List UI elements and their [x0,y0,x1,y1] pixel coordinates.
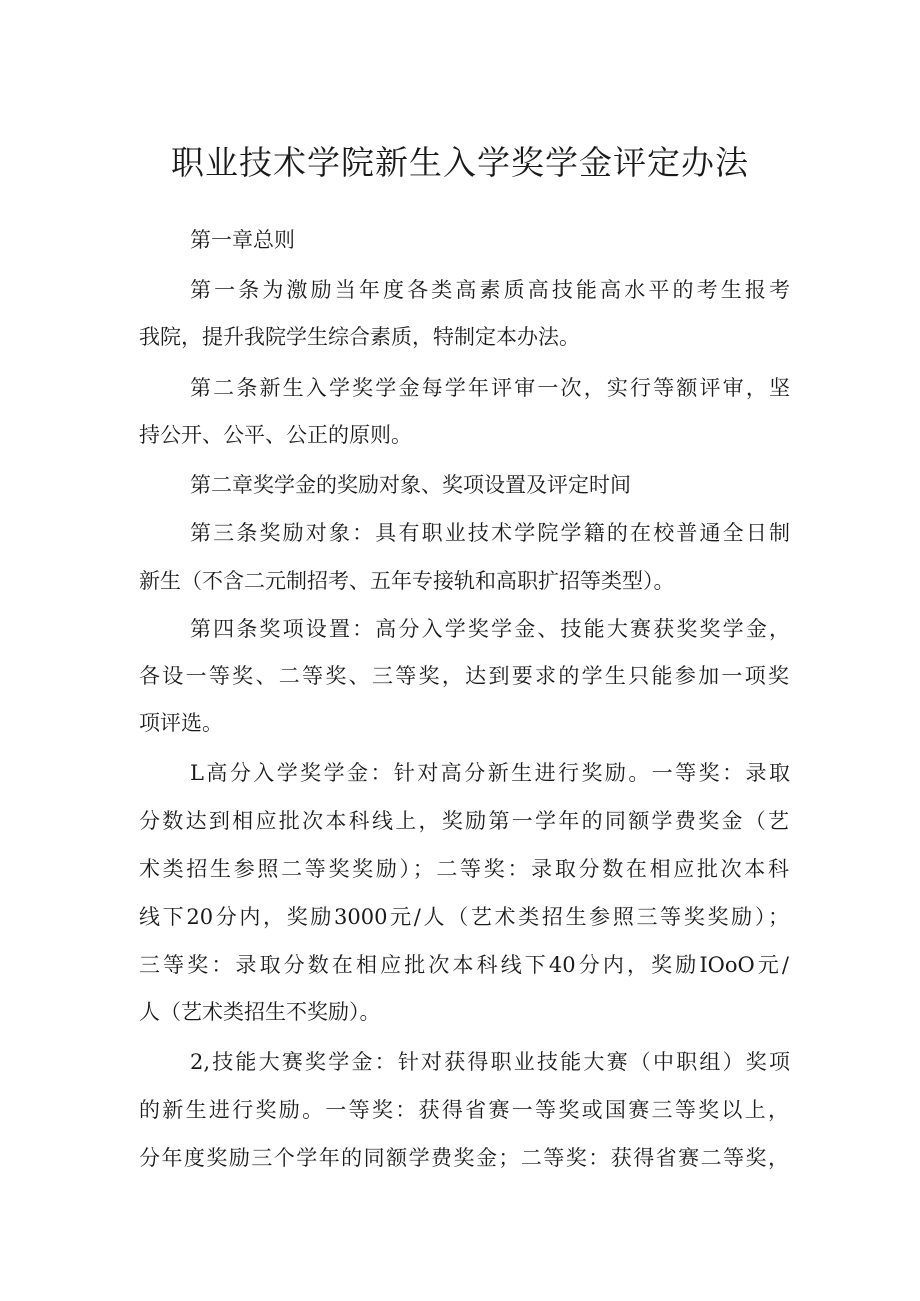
paragraph-line: 分年度奖励三个学年的同额学费奖金；二等奖：获得省赛二等奖， [139,1146,789,1170]
paragraph-line: 第三条奖励对象：具有职业技术学院学籍的在校普通全日制 [190,521,790,545]
paragraph-line: 的新生进行奖励。一等奖：获得省赛一等奖或国赛三等奖以上， [139,1098,789,1122]
paragraph-line: 三等奖：录取分数在相应批次本科线下40分内，奖励IOoO元/ [139,953,789,977]
paragraph-line: 线下20分内，奖励3000元/人（艺术类招生参照三等奖奖励）； [139,905,789,929]
paragraph-line: 各设一等奖、二等奖、三等奖，达到要求的学生只能参加一项奖 [139,664,789,688]
paragraph-line: 术类招生参照二等奖奖励）；二等奖：录取分数在相应批次本科 [139,857,789,881]
paragraph-line: 第四条奖项设置：高分入学奖学金、技能大赛获奖奖学金， [190,617,790,641]
document-title: 职业技术学院新生入学奖学金评定办法 [171,143,749,182]
paragraph-line: 第一条为激励当年度各类高素质高技能高水平的考生报考 [190,278,790,302]
paragraph-line: L高分入学奖学金：针对高分新生进行奖励。一等奖：录取 [190,761,790,785]
paragraph-line: 人（艺术类招生不奖励）。 [139,1000,381,1024]
chapter-heading: 第二章奖学金的奖励对象、奖项设置及评定时间 [190,473,631,497]
paragraph-line: 新生（不含二元制招考、五年专接轨和高职扩招等类型）。 [139,569,675,593]
paragraph-line: 我院，提升我院学生综合素质，特制定本办法。 [139,325,580,349]
paragraph-line: 分数达到相应批次本科线上，奖励第一学年的同额学费奖金（艺 [139,809,789,833]
paragraph-line: 持公开、公平、公正的原则。 [139,423,412,447]
paragraph-line: 第二条新生入学奖学金每学年评审一次，实行等额评审，坚 [190,376,790,400]
paragraph-line: 2,技能大赛奖学金：针对获得职业技能大赛（中职组）奖项 [190,1050,790,1074]
paragraph-line: 项评选。 [139,711,223,735]
chapter-heading: 第一章总则 [190,228,295,252]
